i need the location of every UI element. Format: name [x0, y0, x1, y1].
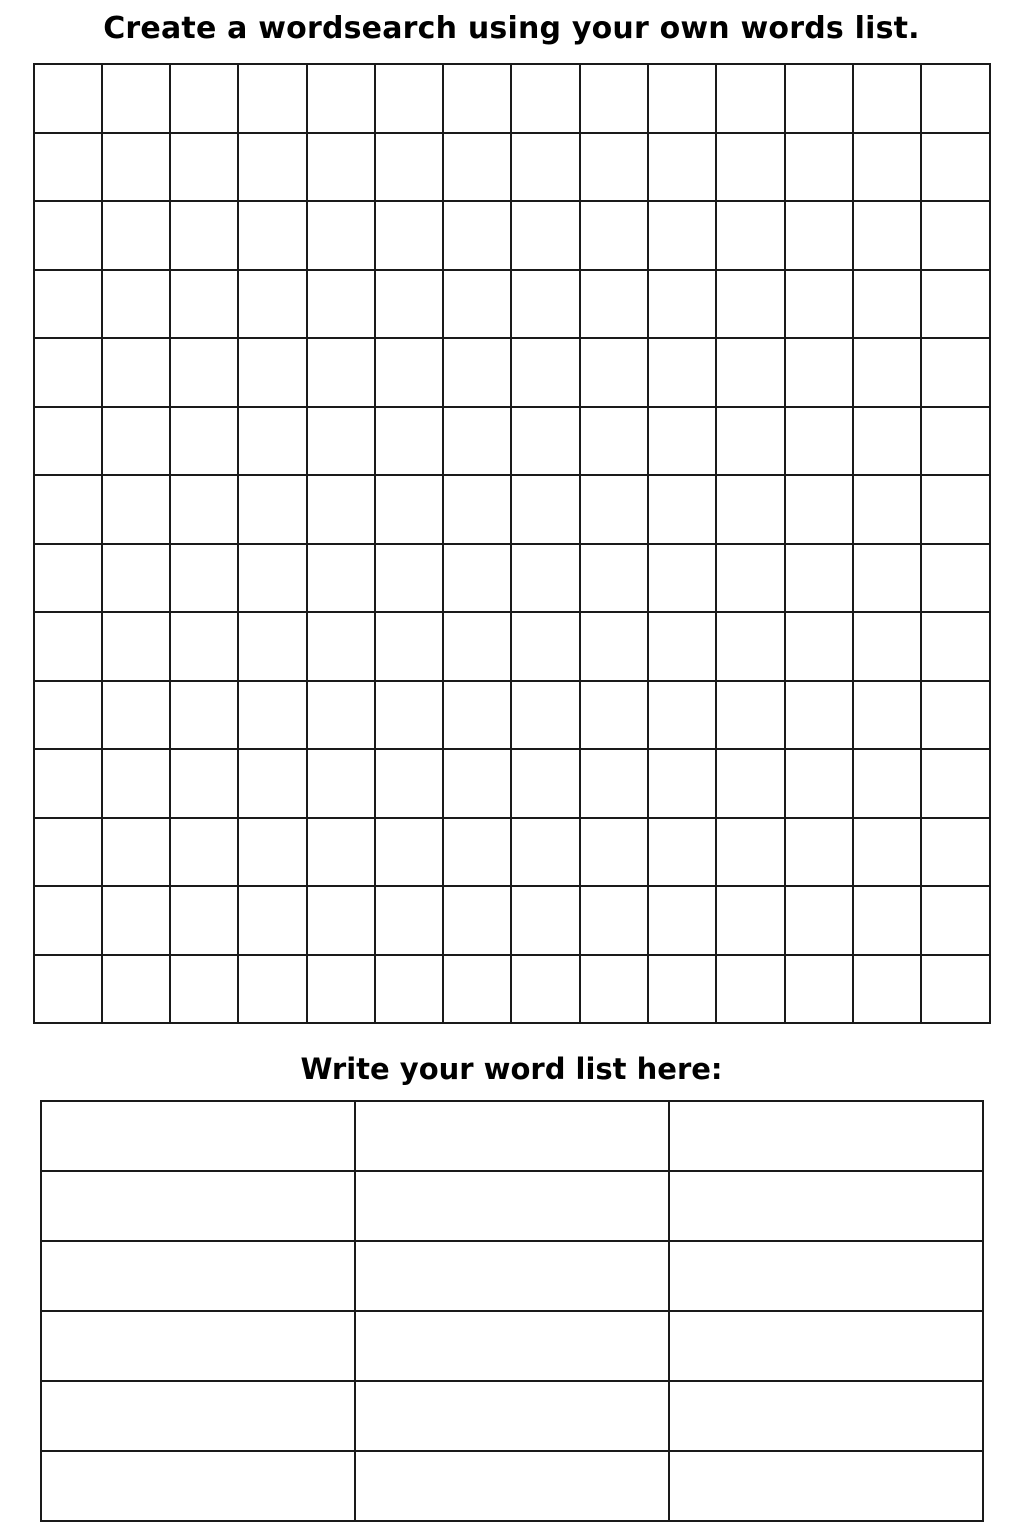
word-list-cell[interactable] — [41, 1451, 355, 1521]
grid-cell[interactable] — [375, 64, 443, 133]
grid-cell[interactable] — [34, 475, 102, 544]
grid-cell[interactable] — [785, 201, 853, 270]
word-list-heading: Write your word list here: — [300, 1052, 723, 1086]
grid-cell[interactable] — [921, 886, 989, 955]
grid-cell[interactable] — [716, 681, 784, 750]
grid-cell[interactable] — [648, 475, 716, 544]
grid-cell[interactable] — [716, 201, 784, 270]
grid-cell[interactable] — [921, 681, 989, 750]
grid-cell[interactable] — [34, 749, 102, 818]
grid-cell[interactable] — [238, 270, 306, 339]
grid-cell[interactable] — [648, 201, 716, 270]
grid-cell[interactable] — [34, 818, 102, 887]
grid-cell[interactable] — [102, 270, 170, 339]
grid-cell[interactable] — [648, 407, 716, 476]
word-list-cell[interactable] — [355, 1451, 669, 1521]
grid-cell[interactable] — [170, 201, 238, 270]
grid-cell[interactable] — [511, 407, 579, 476]
grid-cell[interactable] — [443, 544, 511, 613]
grid-cell[interactable] — [648, 64, 716, 133]
grid-cell[interactable] — [307, 201, 375, 270]
word-list-cell[interactable] — [355, 1101, 669, 1171]
grid-cell[interactable] — [580, 270, 648, 339]
grid-row — [34, 612, 990, 681]
grid-row — [34, 201, 990, 270]
grid-cell[interactable] — [785, 749, 853, 818]
grid-cell[interactable] — [443, 64, 511, 133]
grid-cell[interactable] — [170, 338, 238, 407]
grid-cell[interactable] — [716, 64, 784, 133]
grid-cell[interactable] — [443, 886, 511, 955]
grid-cell[interactable] — [443, 201, 511, 270]
grid-cell[interactable] — [921, 338, 989, 407]
grid-cell[interactable] — [580, 407, 648, 476]
grid-cell[interactable] — [375, 818, 443, 887]
grid-cell[interactable] — [785, 681, 853, 750]
grid-cell[interactable] — [307, 612, 375, 681]
grid-cell[interactable] — [170, 475, 238, 544]
grid-cell[interactable] — [511, 64, 579, 133]
grid-cell[interactable] — [375, 749, 443, 818]
grid-cell[interactable] — [170, 749, 238, 818]
grid-cell[interactable] — [511, 749, 579, 818]
grid-cell[interactable] — [511, 612, 579, 681]
grid-cell[interactable] — [170, 681, 238, 750]
word-list-cell[interactable] — [669, 1171, 983, 1241]
grid-cell[interactable] — [238, 338, 306, 407]
grid-cell[interactable] — [580, 338, 648, 407]
grid-cell[interactable] — [648, 612, 716, 681]
grid-cell[interactable] — [443, 407, 511, 476]
grid-cell[interactable] — [238, 612, 306, 681]
grid-cell[interactable] — [34, 407, 102, 476]
grid-cell[interactable] — [648, 544, 716, 613]
grid-row — [34, 407, 990, 476]
grid-cell[interactable] — [580, 64, 648, 133]
grid-row — [34, 64, 990, 133]
grid-cell[interactable] — [375, 612, 443, 681]
grid-cell[interactable] — [443, 270, 511, 339]
grid-cell[interactable] — [785, 338, 853, 407]
grid-cell[interactable] — [716, 612, 784, 681]
grid-cell[interactable] — [853, 64, 921, 133]
grid-cell[interactable] — [443, 955, 511, 1024]
grid-cell[interactable] — [34, 201, 102, 270]
grid-cell[interactable] — [580, 681, 648, 750]
grid-cell[interactable] — [648, 338, 716, 407]
grid-cell[interactable] — [307, 407, 375, 476]
grid-cell[interactable] — [921, 544, 989, 613]
grid-cell[interactable] — [170, 64, 238, 133]
grid-cell[interactable] — [238, 955, 306, 1024]
grid-cell[interactable] — [785, 133, 853, 202]
grid-row — [34, 133, 990, 202]
grid-cell[interactable] — [511, 544, 579, 613]
grid-row — [34, 475, 990, 544]
grid-cell[interactable] — [853, 955, 921, 1024]
grid-cell[interactable] — [102, 612, 170, 681]
grid-cell[interactable] — [580, 955, 648, 1024]
grid-cell[interactable] — [375, 475, 443, 544]
grid-cell[interactable] — [580, 475, 648, 544]
grid-cell[interactable] — [238, 681, 306, 750]
word-list-cell[interactable] — [669, 1101, 983, 1171]
word-list-table[interactable] — [40, 1100, 984, 1522]
grid-cell[interactable] — [443, 338, 511, 407]
grid-cell[interactable] — [170, 544, 238, 613]
grid-cell[interactable] — [238, 886, 306, 955]
grid-cell[interactable] — [238, 64, 306, 133]
grid-cell[interactable] — [921, 955, 989, 1024]
word-list-cell[interactable] — [41, 1241, 355, 1311]
grid-cell[interactable] — [511, 681, 579, 750]
grid-cell[interactable] — [375, 133, 443, 202]
grid-cell[interactable] — [238, 818, 306, 887]
grid-cell[interactable] — [648, 133, 716, 202]
grid-cell[interactable] — [238, 407, 306, 476]
grid-cell[interactable] — [443, 749, 511, 818]
grid-cell[interactable] — [648, 955, 716, 1024]
grid-cell[interactable] — [853, 338, 921, 407]
table-row — [41, 1101, 983, 1171]
grid-cell[interactable] — [580, 749, 648, 818]
word-list-cell[interactable] — [41, 1381, 355, 1451]
grid-cell[interactable] — [375, 681, 443, 750]
grid-cell[interactable] — [716, 133, 784, 202]
grid-cell[interactable] — [648, 681, 716, 750]
grid-cell[interactable] — [648, 818, 716, 887]
grid-cell[interactable] — [170, 407, 238, 476]
grid-cell[interactable] — [102, 338, 170, 407]
grid-cell[interactable] — [648, 886, 716, 955]
grid-cell[interactable] — [34, 133, 102, 202]
grid-cell[interactable] — [511, 133, 579, 202]
grid-cell[interactable] — [375, 201, 443, 270]
grid-row — [34, 886, 990, 955]
table-row — [41, 1311, 983, 1381]
grid-cell[interactable] — [307, 955, 375, 1024]
grid-cell[interactable] — [170, 955, 238, 1024]
word-list-container — [40, 1100, 984, 1522]
grid-cell[interactable] — [375, 886, 443, 955]
grid-cell[interactable] — [238, 475, 306, 544]
word-list-cell[interactable] — [669, 1451, 983, 1521]
grid-cell[interactable] — [853, 681, 921, 750]
grid-cell[interactable] — [34, 612, 102, 681]
grid-cell[interactable] — [238, 201, 306, 270]
grid-cell[interactable] — [921, 64, 989, 133]
grid-cell[interactable] — [921, 407, 989, 476]
grid-cell[interactable] — [853, 201, 921, 270]
grid-cell[interactable] — [443, 475, 511, 544]
grid-cell[interactable] — [785, 64, 853, 133]
grid-cell[interactable] — [102, 749, 170, 818]
grid-cell[interactable] — [580, 612, 648, 681]
wordsearch-grid[interactable] — [33, 63, 991, 1024]
grid-cell[interactable] — [102, 681, 170, 750]
grid-cell[interactable] — [102, 544, 170, 613]
grid-cell[interactable] — [307, 338, 375, 407]
grid-cell[interactable] — [34, 886, 102, 955]
word-list-cell[interactable] — [41, 1101, 355, 1171]
grid-cell[interactable] — [238, 133, 306, 202]
grid-cell[interactable] — [853, 544, 921, 613]
grid-cell[interactable] — [511, 475, 579, 544]
wordsearch-grid-body — [34, 64, 990, 1023]
grid-cell[interactable] — [307, 681, 375, 750]
grid-cell[interactable] — [307, 64, 375, 133]
grid-cell[interactable] — [34, 544, 102, 613]
grid-cell[interactable] — [853, 749, 921, 818]
grid-cell[interactable] — [785, 407, 853, 476]
grid-cell[interactable] — [921, 133, 989, 202]
grid-cell[interactable] — [716, 407, 784, 476]
table-row — [41, 1171, 983, 1241]
grid-cell[interactable] — [716, 270, 784, 339]
grid-cell[interactable] — [648, 749, 716, 818]
table-row — [41, 1451, 983, 1521]
grid-cell[interactable] — [307, 749, 375, 818]
grid-row — [34, 749, 990, 818]
grid-cell[interactable] — [580, 544, 648, 613]
grid-cell[interactable] — [853, 407, 921, 476]
grid-cell[interactable] — [307, 544, 375, 613]
grid-cell[interactable] — [307, 475, 375, 544]
grid-cell[interactable] — [170, 270, 238, 339]
grid-cell[interactable] — [853, 133, 921, 202]
grid-cell[interactable] — [375, 407, 443, 476]
grid-cell[interactable] — [238, 544, 306, 613]
grid-row — [34, 818, 990, 887]
word-list-cell[interactable] — [355, 1171, 669, 1241]
word-list-cell[interactable] — [669, 1381, 983, 1451]
grid-cell[interactable] — [34, 955, 102, 1024]
word-list-cell[interactable] — [41, 1311, 355, 1381]
grid-cell[interactable] — [921, 749, 989, 818]
grid-cell[interactable] — [307, 133, 375, 202]
grid-cell[interactable] — [102, 886, 170, 955]
grid-cell[interactable] — [580, 201, 648, 270]
grid-cell[interactable] — [34, 338, 102, 407]
grid-cell[interactable] — [102, 133, 170, 202]
word-list-cell[interactable] — [669, 1311, 983, 1381]
grid-cell[interactable] — [34, 64, 102, 133]
grid-row — [34, 544, 990, 613]
grid-cell[interactable] — [853, 475, 921, 544]
grid-cell[interactable] — [375, 338, 443, 407]
grid-cell[interactable] — [307, 886, 375, 955]
grid-row — [34, 681, 990, 750]
grid-cell[interactable] — [580, 818, 648, 887]
grid-cell[interactable] — [170, 612, 238, 681]
grid-row — [34, 270, 990, 339]
grid-cell[interactable] — [921, 612, 989, 681]
table-row — [41, 1241, 983, 1311]
grid-cell[interactable] — [785, 818, 853, 887]
grid-cell[interactable] — [443, 818, 511, 887]
grid-cell[interactable] — [785, 544, 853, 613]
grid-cell[interactable] — [170, 133, 238, 202]
grid-cell[interactable] — [921, 270, 989, 339]
grid-cell[interactable] — [853, 818, 921, 887]
grid-cell[interactable] — [307, 818, 375, 887]
grid-cell[interactable] — [443, 612, 511, 681]
grid-cell[interactable] — [716, 749, 784, 818]
grid-row — [34, 955, 990, 1024]
grid-cell[interactable] — [716, 544, 784, 613]
grid-cell[interactable] — [716, 886, 784, 955]
grid-cell[interactable] — [34, 681, 102, 750]
grid-cell[interactable] — [853, 270, 921, 339]
grid-cell[interactable] — [375, 270, 443, 339]
grid-cell[interactable] — [580, 133, 648, 202]
grid-cell[interactable] — [511, 201, 579, 270]
grid-cell[interactable] — [102, 818, 170, 887]
grid-cell[interactable] — [716, 475, 784, 544]
grid-cell[interactable] — [375, 544, 443, 613]
grid-cell[interactable] — [375, 955, 443, 1024]
grid-cell[interactable] — [34, 270, 102, 339]
grid-cell[interactable] — [716, 955, 784, 1024]
word-list-cell[interactable] — [355, 1381, 669, 1451]
grid-cell[interactable] — [511, 955, 579, 1024]
grid-cell[interactable] — [238, 749, 306, 818]
grid-cell[interactable] — [511, 270, 579, 339]
grid-cell[interactable] — [102, 201, 170, 270]
grid-cell[interactable] — [102, 407, 170, 476]
grid-cell[interactable] — [785, 955, 853, 1024]
grid-cell[interactable] — [716, 818, 784, 887]
grid-cell[interactable] — [102, 955, 170, 1024]
table-row — [41, 1381, 983, 1451]
word-list-cell[interactable] — [669, 1241, 983, 1311]
grid-row — [34, 338, 990, 407]
grid-cell[interactable] — [511, 338, 579, 407]
grid-cell[interactable] — [580, 886, 648, 955]
grid-cell[interactable] — [785, 612, 853, 681]
grid-cell[interactable] — [921, 475, 989, 544]
grid-cell[interactable] — [785, 270, 853, 339]
grid-cell[interactable] — [853, 886, 921, 955]
word-list-cell[interactable] — [355, 1241, 669, 1311]
grid-cell[interactable] — [102, 64, 170, 133]
grid-cell[interactable] — [170, 818, 238, 887]
grid-cell[interactable] — [921, 818, 989, 887]
grid-cell[interactable] — [102, 475, 170, 544]
grid-cell[interactable] — [648, 270, 716, 339]
grid-cell[interactable] — [170, 886, 238, 955]
grid-cell[interactable] — [853, 612, 921, 681]
word-list-body — [41, 1101, 983, 1521]
wordsearch-grid-container — [33, 45, 991, 1024]
grid-cell[interactable] — [443, 133, 511, 202]
word-list-cell[interactable] — [355, 1311, 669, 1381]
grid-cell[interactable] — [307, 270, 375, 339]
page-title: Create a wordsearch using your own words list. — [103, 11, 920, 46]
grid-cell[interactable] — [921, 201, 989, 270]
grid-cell[interactable] — [716, 338, 784, 407]
grid-cell[interactable] — [511, 886, 579, 955]
grid-cell[interactable] — [785, 475, 853, 544]
grid-cell[interactable] — [443, 681, 511, 750]
grid-cell[interactable] — [511, 818, 579, 887]
word-list-cell[interactable] — [41, 1171, 355, 1241]
grid-cell[interactable] — [785, 886, 853, 955]
